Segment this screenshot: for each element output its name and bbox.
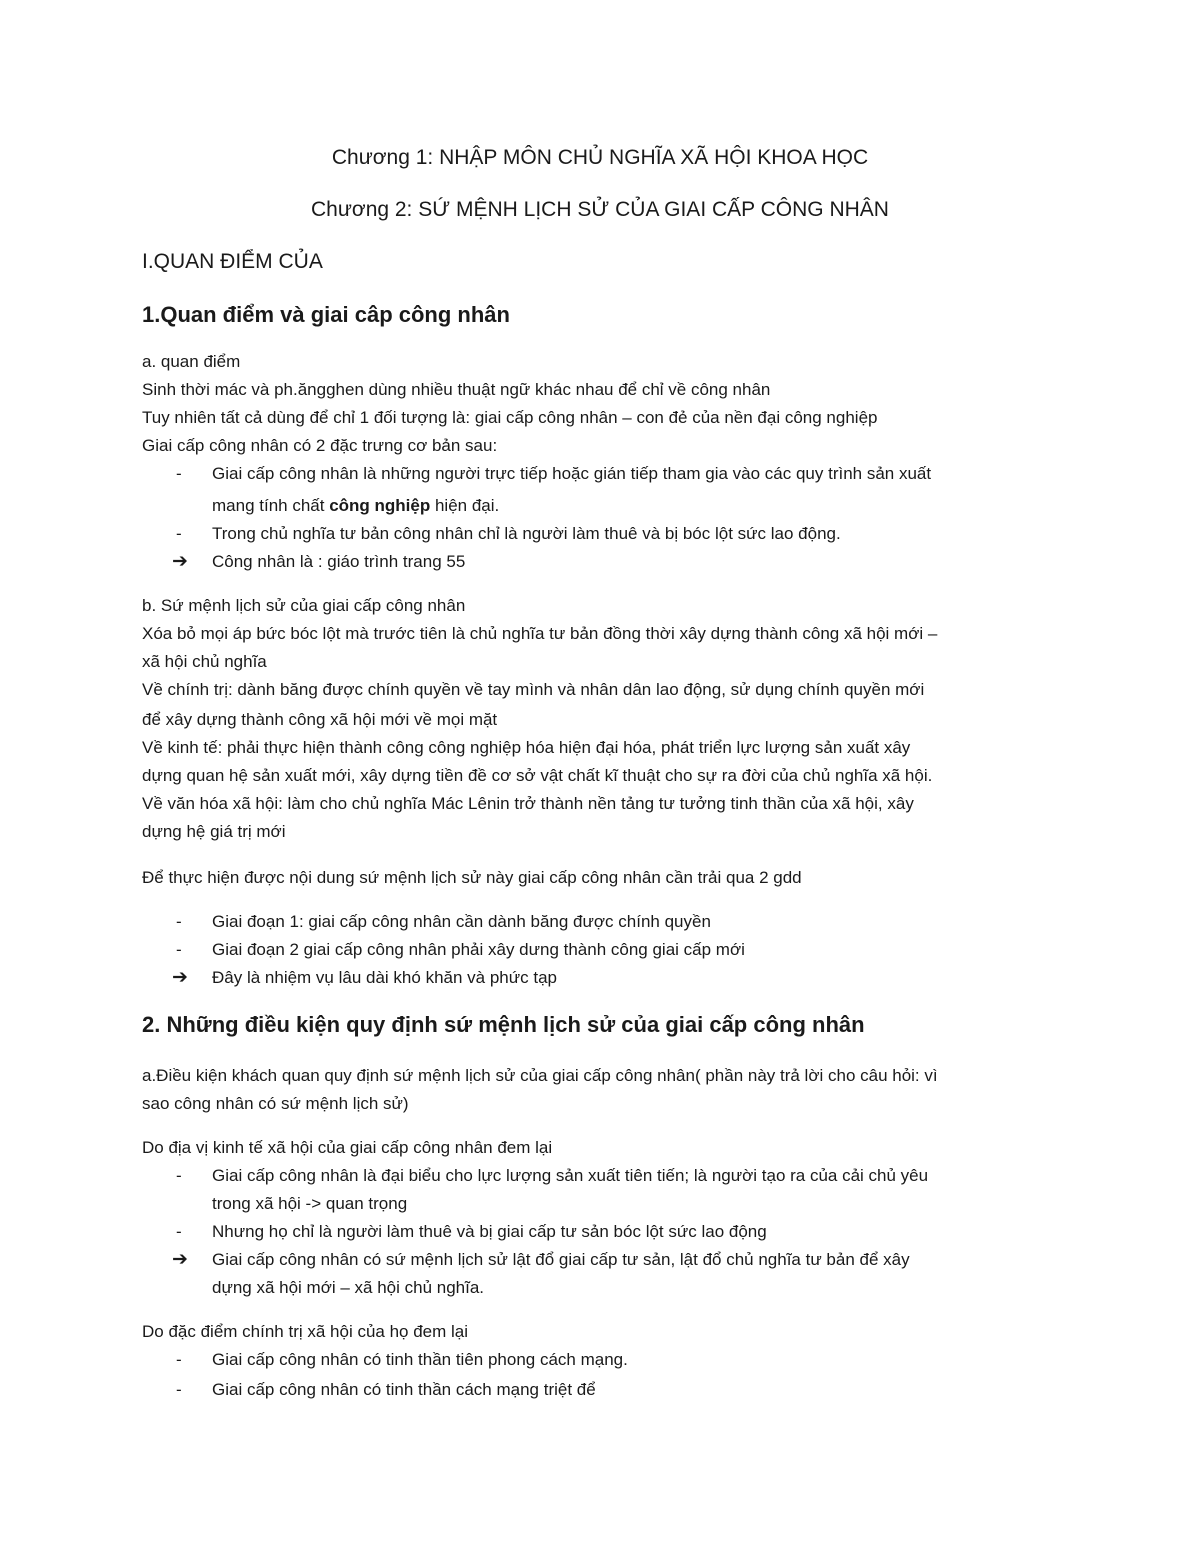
paragraph-line: Về chính trị: dành băng được chính quyền về tay mình và nhân dân lao động, sử dụng chính quyền mới	[142, 680, 925, 699]
list-item: Trong chủ nghĩa tư bản công nhân chỉ là người làm thuê và bị bóc lột sức lao động.	[212, 524, 841, 543]
paragraph-line: xã hội chủ nghĩa	[142, 652, 267, 671]
list-item: Giai đoạn 1: giai cấp công nhân cần dành băng được chính quyền	[212, 912, 711, 931]
dash-bullet: -	[176, 524, 182, 543]
paragraph-line: dựng hệ giá trị mới	[142, 822, 286, 841]
dash-bullet: -	[176, 1166, 182, 1185]
paragraph-line: Về văn hóa xã hội: làm cho chủ nghĩa Mác Lênin trở thành nền tảng tư tưởng tinh thần của xã hội, xây	[142, 794, 914, 813]
dash-bullet: -	[176, 1222, 182, 1241]
list-item-continuation	[212, 492, 499, 520]
chapter-2-title: Chương 2: SỨ MỆNH LỊCH SỬ CỦA GIAI CẤP CÔNG NHÂN	[311, 198, 889, 221]
arrow-item-continuation: dựng xã hội mới – xã hội chủ nghĩa.	[212, 1278, 485, 1297]
stage-intro: Để thực hiện được nội dung sứ mệnh lịch sử này giai cấp công nhân cần trải qua 2 gdd	[142, 868, 802, 887]
dash-bullet: -	[176, 912, 182, 931]
arrow-item: Giai cấp công nhân có sứ mệnh lịch sử lật đổ giai cấp tư sản, lật đổ chủ nghĩa tư bản để xây	[212, 1250, 910, 1269]
paragraph-line: để xây dựng thành công xã hội mới về mọi mặt	[142, 710, 498, 729]
dash-bullet: -	[176, 1380, 182, 1399]
paragraph-line: sao công nhân có sứ mệnh lịch sử)	[142, 1094, 409, 1113]
paragraph-line: dựng quan hệ sản xuất mới, xây dựng tiền đề cơ sở vật chất kĩ thuật cho sự ra đời của chủ nghĩa xã hội.	[142, 766, 933, 785]
paragraph-line: Giai cấp công nhân có 2 đặc trưng cơ bản sau:	[142, 436, 498, 455]
list-item: Giai cấp công nhân có tinh thần cách mạng triệt để	[212, 1380, 596, 1399]
bold-text-run: công nghiệp	[329, 496, 431, 515]
econ-intro: Do địa vị kinh tế xã hội của giai cấp công nhân đem lại	[142, 1138, 553, 1157]
dash-bullet: -	[176, 940, 182, 959]
section-2-heading: 2. Những điều kiện quy định sứ mệnh lịch sử của giai cấp công nhân	[142, 1012, 865, 1037]
arrow-icon: ➔	[172, 967, 188, 988]
paragraph-line: Sinh thời mác và ph.ăngghen dùng nhiều thuật ngữ khác nhau để chỉ về công nhân	[142, 380, 771, 399]
section-i-heading: I.QUAN ĐIỂM CỦA	[142, 250, 323, 273]
section-1-heading: 1.Quan điểm và giai câp công nhân	[142, 302, 510, 327]
paragraph-line: Tuy nhiên tất cả dùng để chỉ 1 đối tượng là: giai cấp công nhân – con đẻ của nền đại công nghiệp	[142, 408, 878, 427]
list-item: Nhưng họ chỉ là người làm thuê và bị giai cấp tư sản bóc lột sức lao động	[212, 1222, 767, 1241]
list-item: Giai cấp công nhân là những người trực tiếp hoặc gián tiếp tham gia vào các quy trình sản xuất	[212, 464, 932, 483]
list-item: Giai cấp công nhân có tinh thần tiên phong cách mạng.	[212, 1350, 628, 1369]
paragraph-line: a.Điều kiện khách quan quy định sứ mệnh lịch sử của giai cấp công nhân( phần này trả lời cho câu hỏi: vì	[142, 1066, 938, 1085]
arrow-item: Đây là nhiệm vụ lâu dài khó khăn và phức tạp	[212, 968, 557, 987]
list-item: Giai cấp công nhân là đại biểu cho lực lượng sản xuất tiên tiến; là người tạo ra của cải chủ yêu	[212, 1166, 929, 1185]
dash-bullet: -	[176, 464, 182, 483]
paragraph-line: Về kinh tế: phải thực hiện thành công công nghiệp hóa hiện đại hóa, phát triển lực lượng sản xuất xây	[142, 738, 911, 757]
arrow-item: Công nhân là : giáo trình trang 55	[212, 552, 466, 571]
list-item: Giai đoạn 2 giai cấp công nhân phải xây dưng thành công giai cấp mới	[212, 940, 745, 959]
subsection-b-label: b. Sứ mệnh lịch sử của giai cấp công nhân	[142, 596, 466, 615]
pol-intro: Do đặc điểm chính trị xã hội của họ đem lại	[142, 1322, 469, 1341]
dash-bullet: -	[176, 1350, 182, 1369]
text-run: mang tính chất	[212, 496, 330, 515]
chapter-1-title: Chương 1: NHẬP MÔN CHỦ NGHĨA XÃ HỘI KHOA HỌC	[331, 146, 869, 169]
list-item-continuation: trong xã hội -> quan trọng	[212, 1194, 408, 1213]
arrow-icon: ➔	[172, 551, 188, 572]
subsection-a-label: a. quan điểm	[142, 352, 241, 371]
arrow-icon: ➔	[172, 1249, 188, 1270]
paragraph-line: Xóa bỏ mọi áp bức bóc lột mà trước tiên là chủ nghĩa tư bản đồng thời xây dựng thành công xã hội mới –	[142, 624, 938, 643]
text-run: hiện đại.	[430, 496, 500, 515]
